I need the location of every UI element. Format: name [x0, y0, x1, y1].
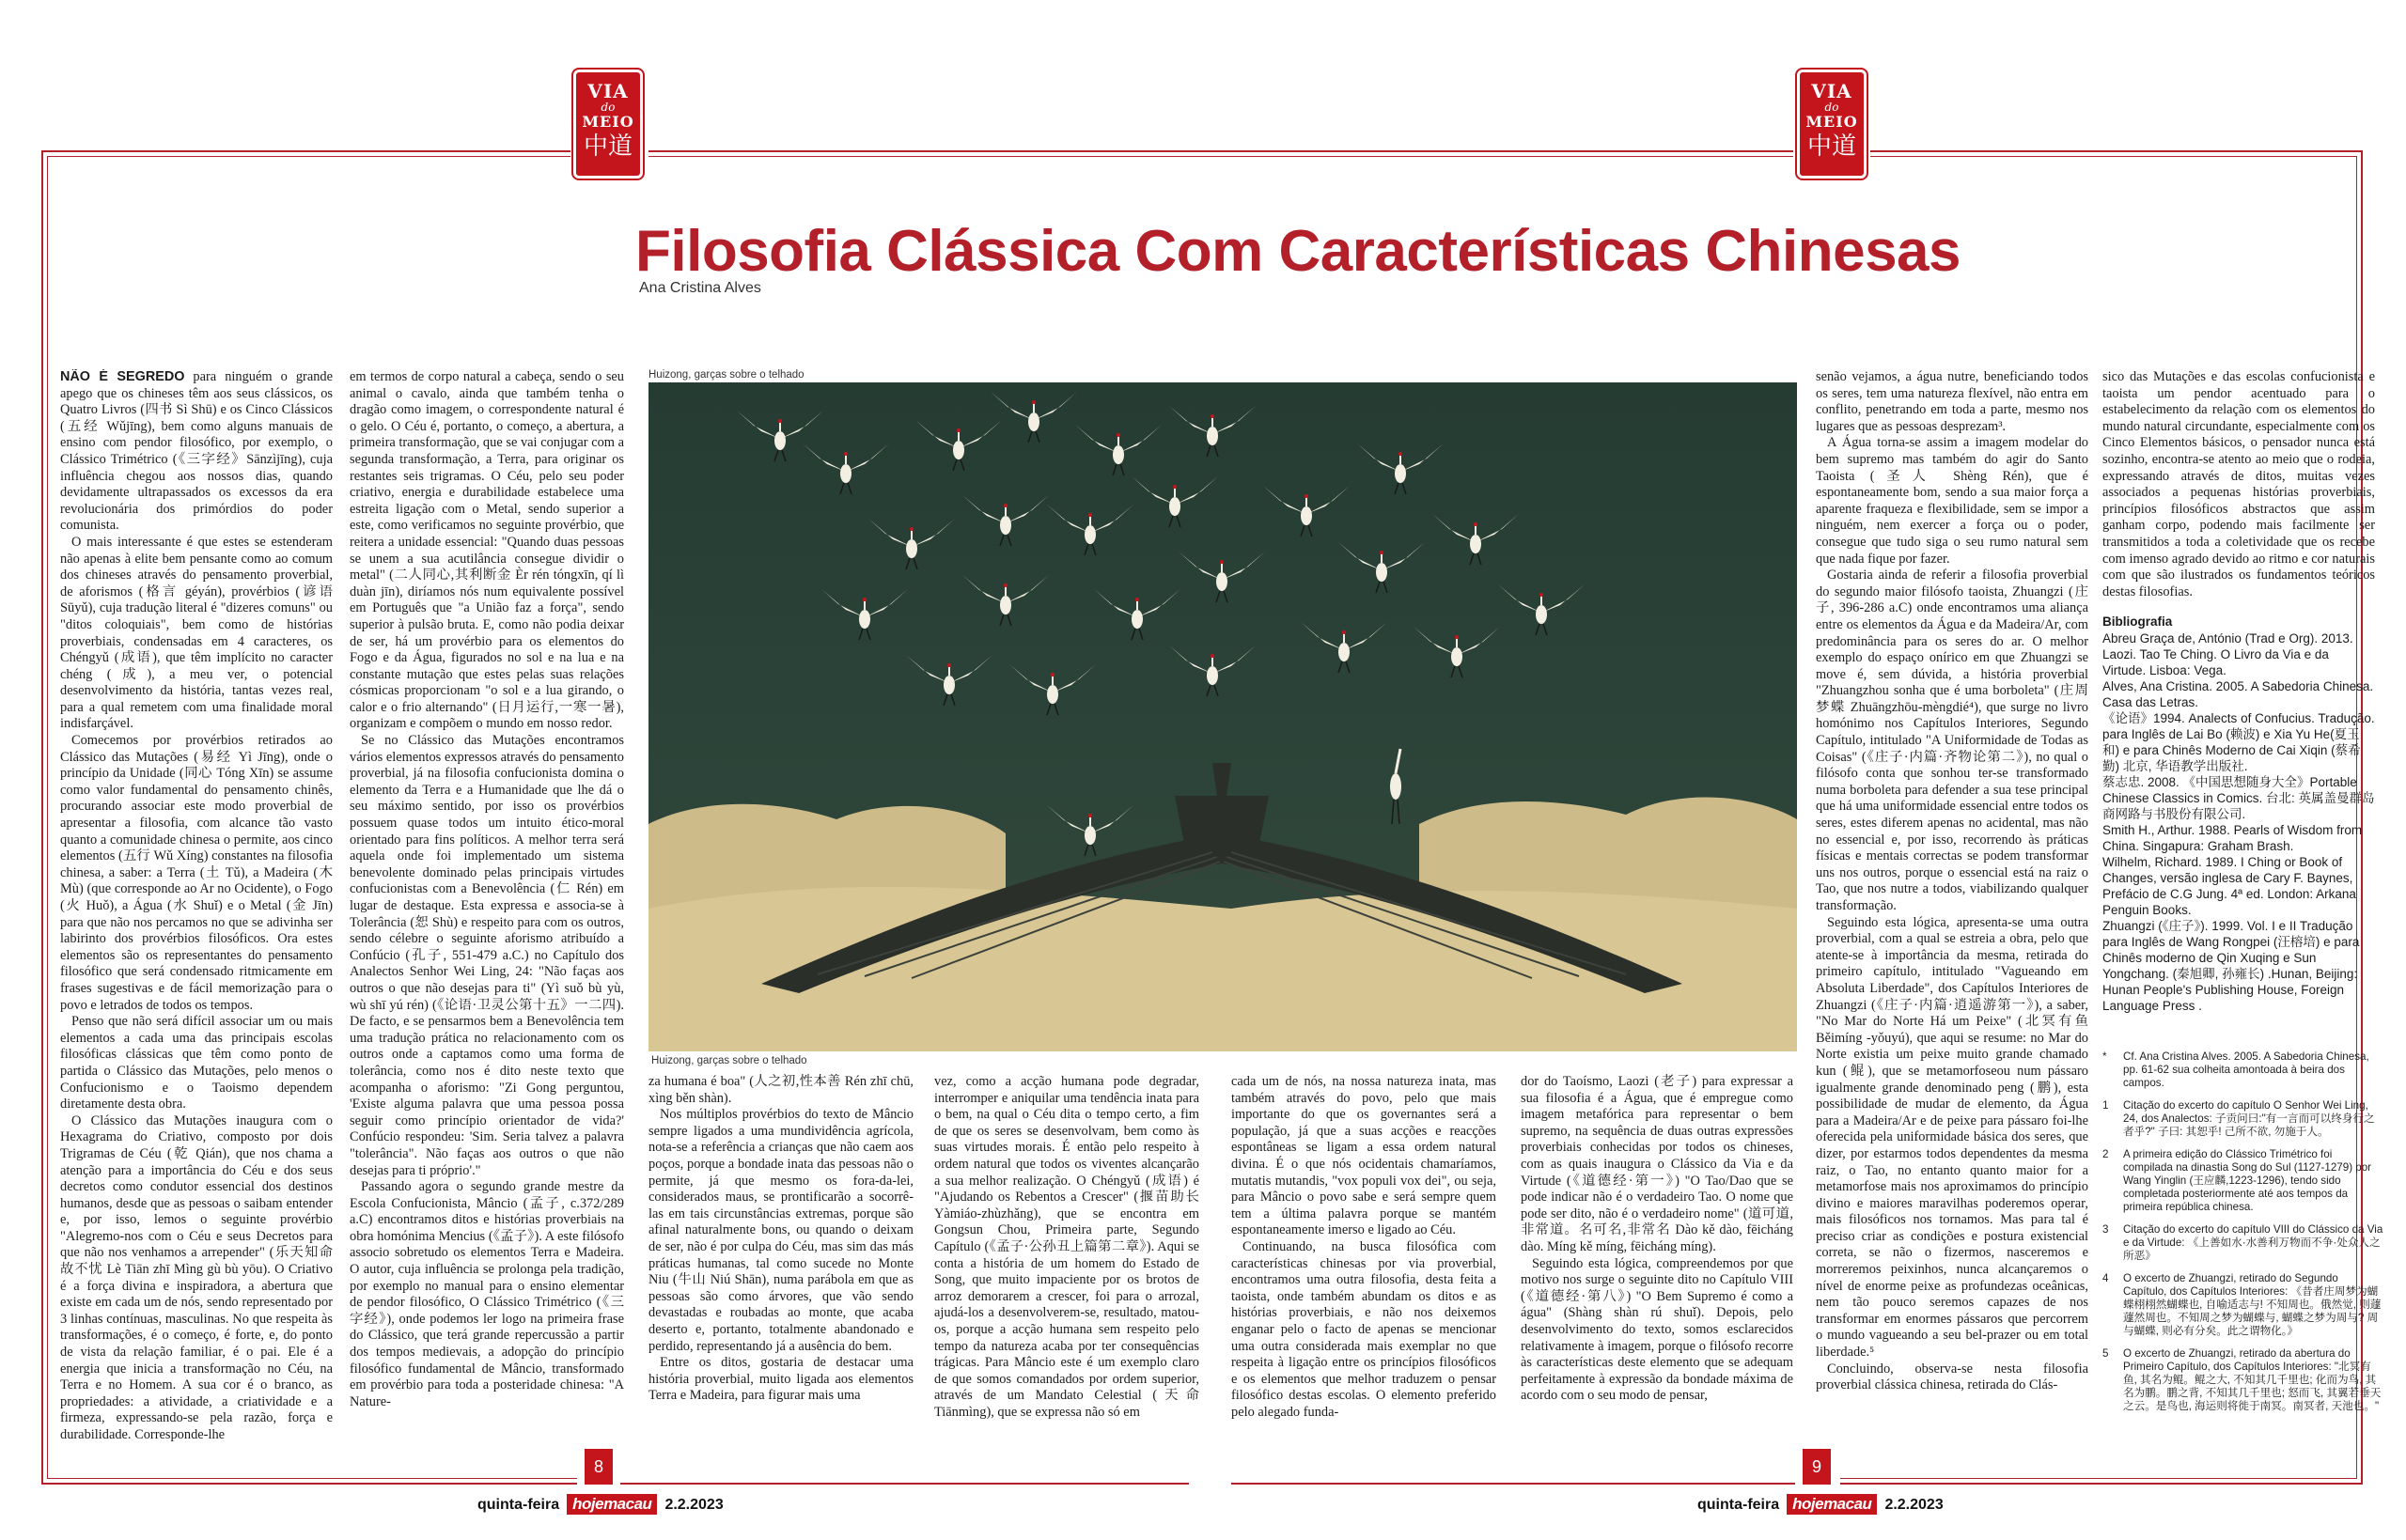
seal-text: VIA [587, 80, 629, 102]
frame-top-middle-inner [648, 156, 1793, 157]
footnote [2102, 1223, 2384, 1263]
paragraph: em termos de corpo natural a cabeça, sendo o seu animal o cavalo, ainda que também tenha o dragão como imagem, o correspondente natural é o gelo. O Céu é, portanto, o começo, a abertura, a primeira transformação, que se vai conjugar com a segunda transformação, a Terra, para originar os restantes seis trigramas. O Céu, pelo seu poder criativo, energia e durabilidade estabelece uma estreita ligação com o Metal, sendo superior a este, como verificamos no seguinte provérbio, que reitera a unidade essencial: "Quando duas pessoas se unem a sua acutilância consegue dividir o metal" (二人同心,其利断金 Èr rén tóngxīn, qí lì duàn jīn), diríamos nós num equivalente possível em Português que "a União faz a força", sendo superior à pulsão bruta. E, como não podia deixar de ser, há um provérbio para os elementos do Fogo e da Água, figurados no sol e na lua e na constante mutação que estes pelas suas relações cósmicas proporcionam "o sol e a lua girando, o calor e o frio alternando" (日月运行,一寒一暑), organizam e compõem o mundo em nosso redor. [350, 369, 624, 732]
page-number-right: 9 [1803, 1449, 1831, 1485]
paragraph: Comecemos por provérbios retirados ao Clássico das Mutações (易经 Yì Jīng), onde o princípio da Unidade (同心 Tóng Xīn) se assume como valor fundamental do pensamento chinês, procurando associar este modo proverbial de apresentar a filosofia, com alcance tão vasto quanto a comunidade chinesa o permite, aos cinco elementos (五行 Wǔ Xíng) constantes na filosofia chinesa, a saber: a Terra (土 Tǔ), a Madeira (木 Mù) (que corresponde ao Ar no Ocidente), o Fogo (火 Huǒ), a Água (水 Shuǐ) e o Metal (金 Jīn) para que não nos percamos no que se adivinha ser labirinto dos provérbios filosóficos. Ora estes elementos são os representantes do pensamento filosófico que será condensado ritmicamente em frases sugestivas e de fácil memorização para o povo e letrados de todos os tempos. [60, 733, 333, 1013]
footer-day: quinta-feira [477, 1497, 560, 1513]
footer-date: 2.2.2023 [664, 1497, 724, 1513]
paragraph: Entre os ditos, gostaria de destacar uma história proverbial, muito ligada aos elementos Terra e Madeira, para figurar mais uma [648, 1355, 914, 1404]
bibliography-heading: Bibliografia [2102, 614, 2173, 630]
article-author: Ana Cristina Alves [639, 280, 761, 296]
lead-in: NÃO É SEGREDO [60, 369, 185, 384]
bibliography-entry: 《论语》1994. Analects of Confucius. Tradução. para Inglês de Lai Bo (赖波) e Xia Yu He(夏玉和) e para Chinês Moderno de Cai Xiqin (蔡希勤) 北京, 华语教学出版社. [2102, 710, 2375, 773]
footnote-number: 4 [2102, 1272, 2109, 1284]
footnote [2102, 1050, 2384, 1090]
section-seal-left [573, 70, 643, 179]
footnote-number: 1 [2102, 1099, 2109, 1112]
frame-bottom-right-inner [1840, 1478, 2357, 1479]
frame-bottom-middle-left [620, 1483, 1189, 1485]
article-column-8 [2102, 369, 2375, 1046]
footnotes [2102, 1050, 2384, 1423]
frame-left [41, 150, 43, 1485]
paragraph: dor do Taoísmo, Laozi (老子) para expressar a sua filosofia é a Água, que é empregue como imagem metafórica para representar o bem supremo, na sequência de duas outras expressões proverbiais conhecidas por todos os chineses, com as quais inaugura o Clássico da Via e da Virtude (《道德经·第一》) "O Tao/Dao que se pode indicar não é o verdadeiro Tao. O nome que pode ser dito, não é o verdadeiro nome" (道可道,非常道。名可名,非常名 Dào kě dào, fēicháng dào. Míng kě míng, fēicháng míng). [1521, 1074, 1793, 1254]
seal-text: VIA [1811, 80, 1852, 102]
photo-caption-top: Huizong, garças sobre o telhado [648, 369, 805, 381]
paragraph: Seguindo esta lógica, apresenta-se uma outra proverbial, com a qual se estreia a obra, pelo que atente-se à importância da mesma, retirada do primeiro capítulo, intitulado "Vagueando em Absoluta Liberdade", dos Capítulos Interiores de Zhuangzi (《庄子·内篇·逍遥游第一》), a saber, "No Mar do Norte Há um Peixe" (北冥有鱼 Běimíng -yǒuyú), que aqui se resume: no Mar do Norte existia um peixe muito grande chamado kun (鲲), que se metamorfoseou num pássaro igualmente grande denominado peng (鹏), esta possibilidade de mudar de elemento, da Água para a Madeira/Ar e de peixe para pássaro foi-lhe oferecida pela uniformidade básica dos seres, que dizer, por estarmos todos dependentes da mesma raiz, o Tao, no entanto quanto maior for a metamorfose mais nos aproximamos do princípio divino e maiores maravilhas poderemos operar, mais filosóficos nos tornamos. Mas para tal é preciso criar as condições e postura existencial correta, se não o fizermos, nasceremos e morreremos peixinhos, nunca alcançaremos o nível de enorme peixe as profundezas oceânicas, nem tão pouco seremos capazes de nos transformar em enormes pássaros que percorrem o mundo vagueando a seu bel-prazer ou em total liberdade.⁵ [1816, 914, 2088, 1361]
footnote [2102, 1272, 2384, 1338]
article-column-6 [1521, 1074, 1793, 1457]
footer-day: quinta-feira [1697, 1497, 1780, 1513]
frame-top-right-inner [1870, 156, 2357, 157]
footer-left [477, 1494, 724, 1515]
article-column-3 [648, 1074, 914, 1457]
frame-bottom-middle-right [1231, 1483, 1795, 1485]
paragraph: O Clássico das Mutações inaugura com o Hexagrama do Criativo, composto por dois Trigramas de Céu (乾 Qián), que nos chama a atenção para a importância do Céu e dos seus decretos como condutor essencial dos destinos humanos, desde que as pessoas o saibam entender e, por isso, lemos o seguinte provérbio "Alegremo-nos com o Céu e seus Decretos para que não nos venhamos a arrepender" (乐天知命故不忧 Lè Tiān zhī Mìng gù bù yōu). O Criativo é a força divina e inspiradora, a abertura que existe em cada um de nós, sendo representado por 3 linhas contínuas, masculinas. No que respeita às transformações, é o começo, é forte, e, do ponto de vista da relação familiar, é o pai. Ele é a energia que inicia a transformação no Céu, na Terra e no Homem. A sua cor é o branco, as propriedades: a atividade, a criatividade e a firmeza, expressando-se pela razão, força e durabilidade. Corresponde-lhe [60, 1112, 333, 1442]
article-column-4 [934, 1074, 1199, 1457]
paragraph: Gostaria ainda de referir a filosofia proverbial do segundo maior filósofo taoista, Zhuangzi (庄子, 396-286 a.C) onde encontramos uma aliança entre os elementos da Água e da Madeira/Ar, com predominância para os seres do ar. O melhor exemplo do espaço onírico em que Zhuangzi se move é, sem dúvida, a história proverbial "Zhuangzhou sonha que é uma borboleta" (庄周梦蝶 Zhuāngzhōu-mèngdié⁴), que surge no livro homónimo nos Capítulos Interiores, Segundo Capítulo, intitulado "A Uniformidade de Todas as Coisas" (《庄子·内篇·齐物论第二》), no qual o filósofo conta que sonhou ter-se transformado numa borboleta para defender a sua tese principal que há uma uniformidade essencial entre todos os seres, estes diferem apenas no acidental, mas não no essencial e, por isso, recorrendo às práticas físicas e mentais correctas se podem transformar uns nos outros, porque o essencial está na raiz o Tao, que nos nutre a todos, viabilizando qualquer transformação. [1816, 568, 2088, 913]
bibliography-list [2102, 630, 2375, 1014]
page-number-left: 8 [585, 1449, 613, 1485]
footer-right [1697, 1494, 1944, 1515]
seal-text: 中道 [583, 132, 633, 161]
cranes-painting [648, 382, 1797, 1051]
article-column-7 [1816, 369, 2088, 1457]
frame-top-left-inner [47, 156, 570, 157]
bibliography-entry: Smith H., Arthur. 1988. Pearls of Wisdom from China. Singapura: Graham Brash. [2102, 822, 2363, 853]
paragraph: Passando agora o segundo grande mestre da Escola Confucionista, Mâncio (孟子, c.372/289 a.C) encontramos ditos e histórias proverbiais na obra homónima Mencius (《孟子》). A este filósofo associo sobretudo os elementos Terra e Madeira. O autor, cuja influência se prolonga pela tradição, por exemplo no manual para o ensino elementar de pendor filosófico, O Clássico Trimétrico (《三字经》), onde podemos ler logo na primeira frase do Clássico, que terá grande repercussão a partir dos tempos medievais, a adopção do princípio filosófico fundamental de Mâncio, transformado em provérbio para toda a posteridade chinesa: "A Nature- [350, 1179, 624, 1409]
footnote-text: A primeira edição do Clássico Trimétrico foi compilada na dinastia Song do Sul (1127-1279) por Wang Yinglin (王应麟,1223-1296), tendo sido completada posteriormente até aos tempos da primeira república chinesa. [2123, 1148, 2372, 1213]
footnote-number: 2 [2102, 1148, 2109, 1160]
footnote [2102, 1148, 2384, 1214]
article-column-5 [1231, 1074, 1496, 1457]
bibliography-entry: Zhuangzi (《庄子》). 1999. Vol. I e II Tradução para Inglês de Wang Rongpei (汪榕培) e para Chinês moderno de Qin Xuqing e Sun Yongchang. (秦旭卿, 孙雍长) .Hunan, Beijing: Hunan People's Publishing House, Foreign Language Press . [2102, 918, 2360, 1013]
footnote-number: * [2102, 1050, 2107, 1063]
bibliography-entry: 蔡志忠. 2008. 《中国思想随身大全》Portable Chinese Classics in Comics. 台北: 英属盖曼群岛商网路与书股份有限公司. [2102, 774, 2375, 821]
frame-bottom-left [41, 1483, 577, 1485]
paragraph: A Água torna-se assim a imagem modelar do bem supremo mas também do agir do Santo Taoista (圣人 Shèng Rén), que é espontaneamente bom, sendo a sua maior força a aparente fraqueza e flexibilidade, sem se impor a ninguém, nem exercer a força ou o poder, consegue que tudo siga o seu rumo natural sem que nada fique por fazer. [1816, 435, 2088, 567]
seal-text: do [601, 101, 616, 114]
bibliography-entry: Abreu Graça de, António (Trad e Org). 2013. Laozi. Tao Te Ching. O Livro da Via e da Virtude. Lisboa: Vega. [2102, 630, 2353, 677]
frame-bottom-left-inner [47, 1478, 577, 1479]
footnote [2102, 1099, 2384, 1139]
paragraph: Continuando, na busca filosófica com características chinesas por via proverbial, encontramos uma outra filosofia, desta feita a taoista, onde também abundam os ditos e as histórias proverbiais, e não nos deixemos enganar pelo o facto de apenas se mencionar uma outra considerada mais exemplar no que respeita à ligação entre os princípios filosóficos e os elementos que melhor traduzem o pensar filosófico destas escolas. O elemento preferido pelo alegado funda- [1231, 1238, 1496, 1420]
seal-text: do [1824, 101, 1839, 114]
frame-bottom-right [1840, 1483, 2363, 1485]
paragraph: senão vejamos, a água nutre, beneficiando todos os seres, tem uma natureza flexível, não entra em conflito, penetrando em toda a parte, mesmo nos lugares que as pessoas desprezam³. [1816, 369, 2088, 434]
footer-brand-logo: hojemacau [1787, 1494, 1877, 1515]
footnote-text: O excerto de Zhuangzi, retirado da abertura do Primeiro Capítulo, dos Capítulos Interiores: "北冥有鱼, 其名为鲲。鲲之大, 不知其几千里也; 化而为鸟, 其名为鹏。鹏之背, 不知其几千里也; 怒而飞, 其翼若垂天之云。是鸟也, 海运则将徙于南冥。南冥者, 天池也。" [2123, 1347, 2382, 1412]
paragraph: vez, como a acção humana pode degradar, interromper e aniquilar uma tendência inata para o bem, na qual o Céu dita o tempo certo, a fim de que os seres se desenvolvam, bem como às suas virtudes morais. É então pelo respeito à ordem natural que todos os viventes alcançarão a sua melhor realização. O Chéngyǔ (成语) é "Ajudando os Rebentos a Crescer" (揠苗助长 Yàmiáo-zhùzhǎng), que se encontra em Gongsun Chou, Primeira parte, Segundo Capítulo (《孟子·公孙丑上篇第二章》). Aqui se conta a história de um homem do Estado de Song, que muito impaciente por os brotos de arroz demorarem a crescer, foi para o arrozal, ajudá-los a desenvolverem-se, resultado, matou-os, porque a acção humana sem respeito pelo tempo da natureza acaba por ter consequências trágicas. Para Mâncio este é um exemplo claro de que somos comandados por ordem superior, através de um Mandato Celestial (天命 Tiānmìng), que se expressa não só em [934, 1074, 1199, 1420]
paragraph: Se no Clássico das Mutações encontramos vários elementos expressos através do pensamento proverbial, já na filosofia confucionista domina o elemento da Terra e a Humanidade que lhe dá o seu máximo sentido, por isso os provérbios possuem quase todos um intuito ético-moral orientado para fins políticos. A melhor terra será aquela onde foi implementado um sistema benevolente dominado pelas principais virtudes confucionistas com a Benevolência (仁 Rén) em lugar de destaque. Esta expressa e associa-se à Tolerância (恕 Shù) e respeito para com os outros, sendo célebre o seguinte aforismo atribuído a Confúcio (孔子, 551-479 a.C.) no Capítulo dos Analectos Senhor Wei Ling, 24: "Não faças aos outros o que não desejas para ti" (Yì suǒ bù yù, wù shī yú rén) (《论语·卫灵公第十五》一二四). De facto, e se pensarmos bem a Benevolência tem uma tradução prática no relacionamento com os outros onde a captamos como uma forma de tolerância, como nos é dito neste texto que acompanha o aforismo: "Zi Gong perguntou, 'Existe alguma palavra que uma pessoa possa seguir como princípio orientador de vida?' Confúcio respondeu: 'Sim. Seria talvez a palavra "tolerância". Não faças aos outros o que não desejas para ti próprio'." [350, 733, 624, 1178]
paragraph: Nos múltiplos provérbios do texto de Mâncio sempre ligados a uma mundividência agrícola, nota-se a referência a crianças que não caem aos poços, porque a bondade inata das pessoas não o permite, já que mesmo os fora-da-lei, considerados maus, se prontificarão a socorrê-las em tais circunstâncias extremas, porque são afinal naturalmente bons, ou quando o deixam de ser, não é por culpa do Céu, mas sim das más práticas humanas, tal como sucede no Monte Niu (牛山 Niú Shān), numa parábola em que as pessoas são como árvores, que vão sendo devastadas e roubadas ao monte, que acaba deserto e, portanto, totalmente abandonado e perdido, representando já a ausência do bem. [648, 1107, 914, 1354]
paragraph: za humana é boa" (人之初,性本善 Rén zhī chū, xìng běn shàn). [648, 1074, 914, 1106]
paragraph: Concluindo, observa-se nesta filosofia proverbial clássica chinesa, retirada do Clás- [1816, 1361, 2088, 1393]
footer-brand-logo: hojemacau [567, 1494, 657, 1515]
paragraph: NÃO É SEGREDO para ninguém o grande apego que os chineses têm aos seus clássicos, os Quatro Livros (四书 Sì Shū) e os Cinco Clássicos (五经 Wǔjīng), bem como alguns manuais de ensino com pendor filosófico, por exemplo, o Clássico Trimétrico (《三字经》Sānzìjīng), cuja influência chegou aos nossos dias, quando devidamente ultrapassados os excessos da era revolucionária dos primórdios do poder comunista. [60, 369, 333, 534]
bibliography-entry: Alves, Ana Cristina. 2005. A Sabedoria Chinesa. Casa das Letras. [2102, 678, 2374, 709]
article-column-1 [60, 369, 333, 1457]
paragraph: sico das Mutações e das escolas confucionista e taoista um pendor acentuado para o estabelecimento da relação com os elementos do mundo natural circundante, especialmente com os Cinco Elementos básicos, o pensador nunca está sozinho, encontra-se atento ao meio que o rodeia, expressando através de ditos, muitas vezes associados a pequenas histórias proverbiais, princípios filosóficos abstractos que assim ganham corpo, podendo mais facilmente ser transmitidos a toda a coletividade que os recebe com imenso agrado devido ao ritmo e cor naturais com que são ilustrados os fundamentos teóricos destas filosofias. [2102, 369, 2375, 599]
footnote-text: Citação do excerto do capítulo VIII do Clássico da Via e da Virtude: 《上善如水·水善利万物而不争·处众人之所恶》 [2123, 1223, 2383, 1262]
footnote [2102, 1347, 2384, 1413]
seal-text: 中道 [1806, 132, 1856, 161]
photo-caption-bottom: Huizong, garças sobre o telhado [651, 1055, 807, 1066]
frame-top-left [41, 150, 570, 152]
frame-left-inner [47, 156, 48, 1479]
paragraph: Seguindo esta lógica, compreendemos por que motivo nos surge o seguinte dito no Capítulo VIII (《道德经·第八》) "O Bem Supremo é como a água" (Shàng shàn rú shuǐ). Depois, pelo desenvolvimento do texto, somos esclarecidos relativamente à imagem, porque o filósofo recorre às características deste elemento que se adequam perfeitamente à expressão da bondade máxima de acordo com o seu modo de pensar, [1521, 1255, 1793, 1404]
paragraph: O mais interessante é que estes se estenderam não apenas à elite bem pensante como ao comum dos chineses através do pensamento proverbial, de aforismos (格言 géyán), provérbios (谚语 Sūyǔ), cuja tradução literal é "dizeres comuns" ou "ditos coloquiais", bem como de histórias proverbiais, condensadas em 4 caracteres, os Chéngyǔ (成语), que têm implícito no caracter chéng (成), a meu ver, o potencial desenvolvimento da história, tantas vezes real, para a qual remetem com uma finalidade moral indisfarçável. [60, 534, 333, 732]
footnote-number: 3 [2102, 1223, 2109, 1236]
bibliography-entry: Wilhelm, Richard. 1989. I Ching or Book of Changes, versão inglesa de Cary F. Baynes, Prefácio de C.G Jung. 4ª ed. London: Arkana Penguin Books. [2102, 854, 2356, 917]
section-seal-right [1797, 70, 1867, 179]
paragraph: cada um de nós, na nossa natureza inata, mas também através do povo, pelo que mais importante do que os governantes será a população, já que a suas acções e reacções espontâneas se ligam a essa ordem natural divina. É o que nós ocidentais chamaríamos, mutatis mutandis, "vox populi vox dei", ou seja, para Mâncio o povo sabe e será sempre quem tem a última palavra porque se mantém espontaneamente imerso e ligado ao Céu. [1231, 1074, 1496, 1238]
frame-top-right [1870, 150, 2363, 152]
footnote-text: Citação do excerto do capítulo O Senhor Wei Ling, 24, dos Analectos: 子贡问曰:"有一言而可以终身行之者乎?" 子曰: 其恕乎! 己所不欲, 勿施于人。 [2123, 1099, 2375, 1138]
article-column-2 [350, 369, 624, 1457]
paragraph: Penso que não será difícil associar um ou mais elementos a cada uma das principais escolas filosóficas clássicas que têm como ponto de partida o Clássico das Mutações, pelo menos o Confucionismo e o Taoismo dependem diretamente desta obra. [60, 1014, 333, 1112]
footer-date: 2.2.2023 [1884, 1497, 1944, 1513]
footnote-number: 5 [2102, 1347, 2109, 1360]
frame-top-middle [648, 150, 1793, 152]
seal-text: MEIO [582, 113, 634, 131]
article-title: Filosofia Clássica Com Características Chinesas [635, 219, 1961, 284]
seal-text: MEIO [1805, 113, 1858, 131]
footnote-text: Cf. Ana Cristina Alves. 2005. A Sabedoria Chinesa, pp. 61-62 sua colheita amontoada à beira dos campos. [2123, 1050, 2369, 1089]
footnote-text: O excerto de Zhuangzi, retirado do Segundo Capítulo, dos Capítulos Interiores: 《昔者庄周梦为蝴蝶栩栩然蝴蝶也, 自喻适志与! 不知周也。俄然觉, 则蘧蘧然周也。不知周之梦为蝴蝶与, 蝴蝶之梦为周与? 周与蝴蝶, 则必有分矣。此之谓物化。》 [2123, 1272, 2382, 1337]
